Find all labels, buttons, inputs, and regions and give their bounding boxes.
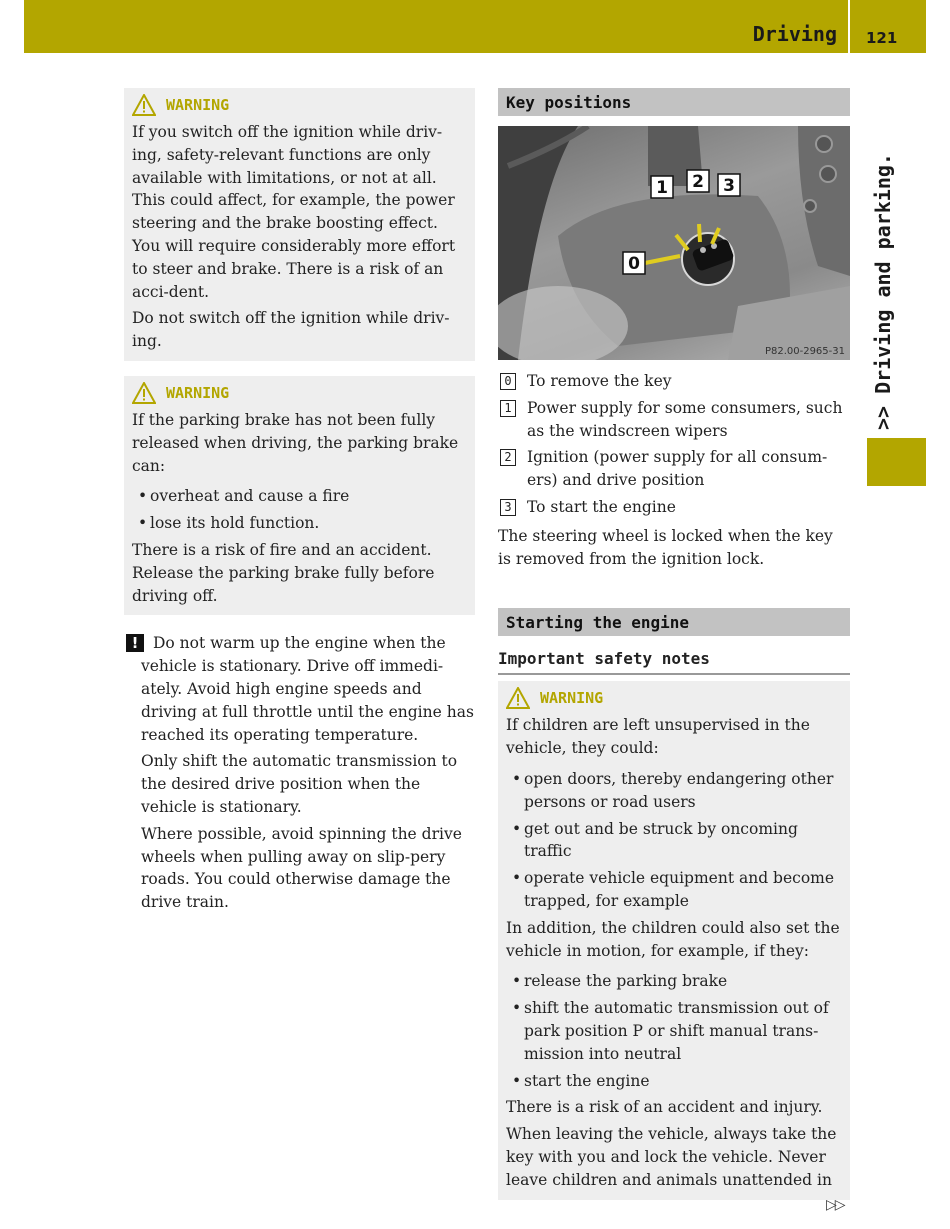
continue-marker: ▷▷ — [826, 1197, 844, 1213]
warning-box-parking-brake — [124, 376, 475, 615]
warning-bullet-list — [132, 485, 467, 535]
warning-box-children — [498, 681, 850, 1199]
key-position-list — [498, 370, 850, 519]
starting-engine-heading: Starting the engine — [498, 608, 850, 636]
list-item: • overheat and cause a fire — [132, 485, 467, 508]
warning-text: When leaving the vehicle, always take the key with you and lock the vehicle. Never leave children and animals unattended in — [506, 1125, 837, 1189]
position-text: Ignition (power supply for all consum-ers) and drive position — [527, 448, 828, 490]
engine-note — [124, 632, 475, 914]
page-number: 121 — [866, 29, 898, 47]
side-tab-label[interactable]: >> Driving and parking. — [871, 153, 895, 430]
warning-text: Do not switch off the ignition while driv-ing. — [132, 309, 450, 351]
list-item: • shift the automatic transmission out of park position P or shift manual trans-mission into neutral — [506, 997, 842, 1065]
warning-label: WARNING — [166, 95, 230, 114]
position-number: 1 — [500, 400, 516, 417]
warning-text: There is a risk of an accident and injury. — [506, 1098, 823, 1117]
list-item: • operate vehicle equipment and become trapped, for example — [506, 867, 842, 913]
callout-0: 0 — [628, 254, 640, 274]
ignition-illustration — [498, 126, 850, 360]
warning-triangle-icon — [506, 687, 530, 709]
position-text: To remove the key — [527, 372, 672, 390]
warning-text: If the parking brake has not been fully released when driving, the parking brake can: — [132, 410, 459, 475]
warning-triangle-icon — [132, 382, 156, 404]
right-column — [498, 88, 850, 1200]
warning-text: There is a risk of fire and an accident. Release the parking brake fully before driving off. — [132, 540, 435, 605]
note-text: Only shift the automatic transmission to the desired drive position when the vehicle is stationary. — [141, 752, 458, 816]
position-text: Power supply for some consumers, such as the windscreen wipers — [527, 398, 843, 440]
warning-bullet-list — [506, 970, 842, 1092]
section-title: Driving — [752, 22, 837, 46]
callout-1: 1 — [656, 178, 668, 198]
left-column — [124, 88, 475, 918]
header-divider — [848, 0, 850, 53]
position-text: To start the engine — [527, 497, 676, 516]
warning-triangle-icon — [132, 94, 156, 116]
warning-text: If you switch off the ignition while driv-ing, safety-relevant functions are only available with limitations, or not at all. This could affect, for example, the power steering and the brake boosting effect. You will require considerably more effort to steer and brake. There is a risk of an acci-dent. — [132, 123, 456, 301]
warning-text: If children are left unsupervised in the vehicle, they could: — [506, 716, 810, 758]
ignition-lock-figure — [498, 126, 850, 360]
safety-notes-subheading: Important safety notes — [498, 646, 850, 675]
list-item: • release the parking brake — [506, 970, 842, 993]
warning-header — [506, 686, 842, 710]
warning-box-ignition — [124, 88, 475, 361]
list-item: • lose its hold function. — [132, 512, 467, 535]
exclamation-icon: ! — [126, 634, 144, 652]
position-number: 3 — [500, 499, 516, 516]
list-item — [498, 370, 850, 393]
note-text: Do not warm up the engine when the vehicle is stationary. Drive off immedi-ately. Avoid high engine speeds and driving at full throttle until the engine has reached its operating temperature. — [141, 634, 474, 744]
warning-header — [132, 381, 467, 405]
warning-text: In addition, the children could also set the vehicle in motion, for example, if they: — [506, 918, 840, 960]
callout-2: 2 — [692, 172, 704, 192]
warning-label: WARNING — [166, 383, 230, 402]
position-number: 2 — [500, 449, 516, 466]
position-number: 0 — [500, 373, 516, 390]
list-item — [498, 446, 850, 492]
note-text: Where possible, avoid spinning the drive wheels when pulling away on slip-pery roads. You could otherwise damage the drive train. — [141, 824, 462, 912]
list-item — [498, 397, 850, 443]
callout-3: 3 — [723, 176, 735, 196]
warning-label: WARNING — [540, 688, 604, 707]
list-item — [498, 496, 850, 519]
side-tab-marker — [867, 438, 926, 486]
warning-bullet-list — [506, 768, 842, 913]
steering-lock-text: The steering wheel is locked when the key is removed from the ignition lock. — [498, 526, 833, 568]
list-item: • get out and be struck by oncoming traffic — [506, 818, 842, 864]
list-item: • open doors, thereby endangering other persons or road users — [506, 768, 842, 814]
key-positions-heading: Key positions — [498, 88, 850, 116]
figure-caption: P82.00-2965-31 — [764, 346, 845, 357]
warning-header — [132, 93, 467, 117]
list-item: • start the engine — [506, 1070, 842, 1093]
